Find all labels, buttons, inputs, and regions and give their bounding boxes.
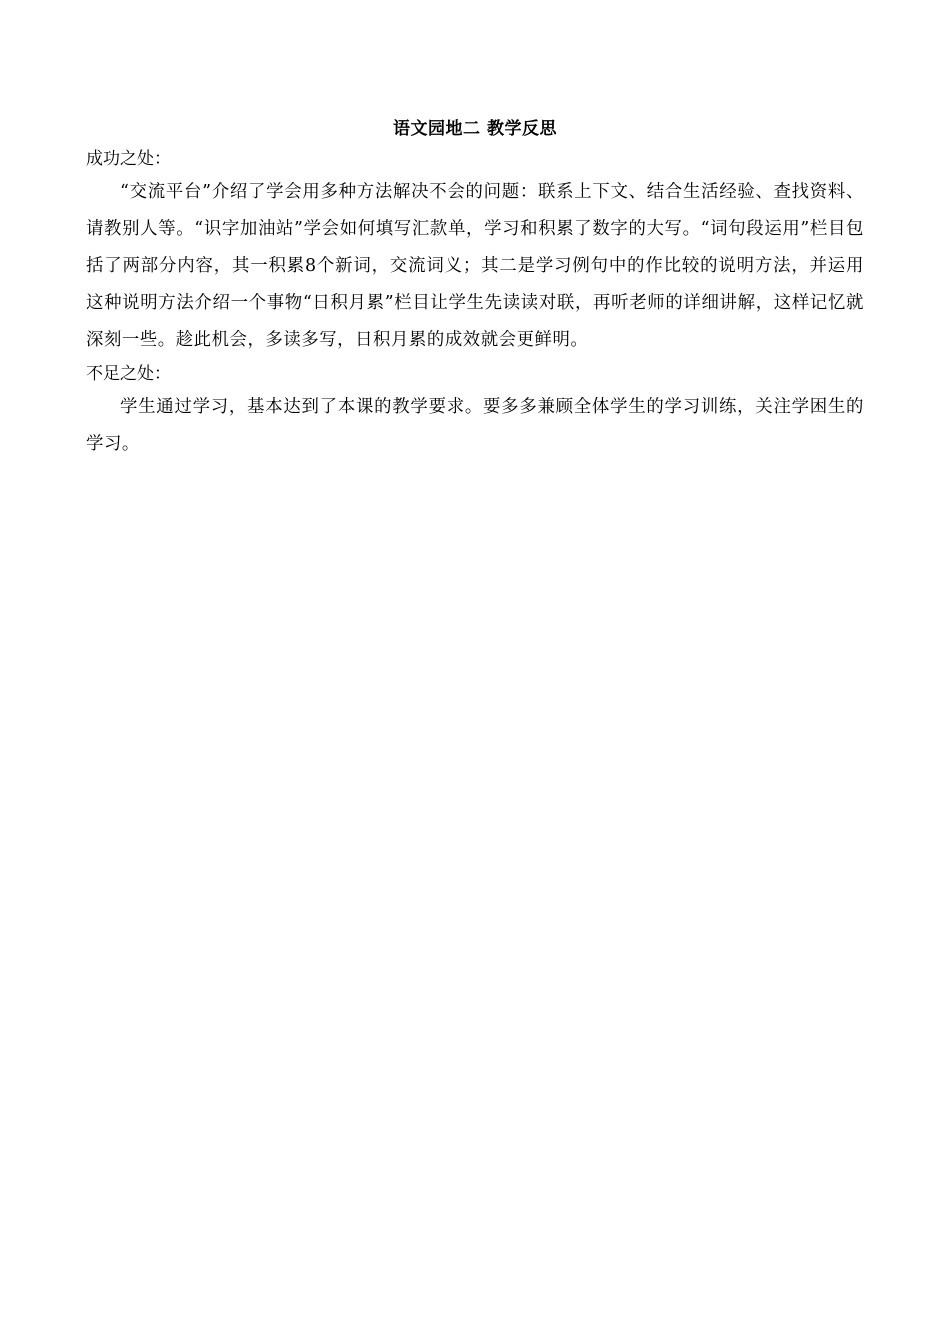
paragraph-shortcomings: 学生通过学习，基本达到了本课的教学要求。要多多兼顾全体学生的学习训练，关注学困生的学习。: [86, 397, 864, 454]
section-heading-success: 成功之处：: [86, 149, 171, 169]
section-heading-shortcomings: 不足之处：: [86, 364, 171, 384]
page-title: 语文园地二 教学反思: [393, 119, 557, 139]
paragraph-success: “交流平台”介绍了学会用多种方法解决不会的问题：联系上下文、结合生活经验、查找资料、请教别人等。“识字加油站”学会如何填写汇款单，学习和积累了数字的大写。“词句段运用”栏目包括了两部分内容，其一积累8个新词，交流词义；其二是学习例句中的作比较的说明方法，并运用这种说明方法介绍一个事物“日积月累”栏目让学生先读读对联，再听老师的详细讲解，这样记忆就深刻一些。趁此机会，多读多写，日积月累的成效就会更鲜明。: [86, 182, 864, 350]
document-body: [86, 114, 864, 463]
